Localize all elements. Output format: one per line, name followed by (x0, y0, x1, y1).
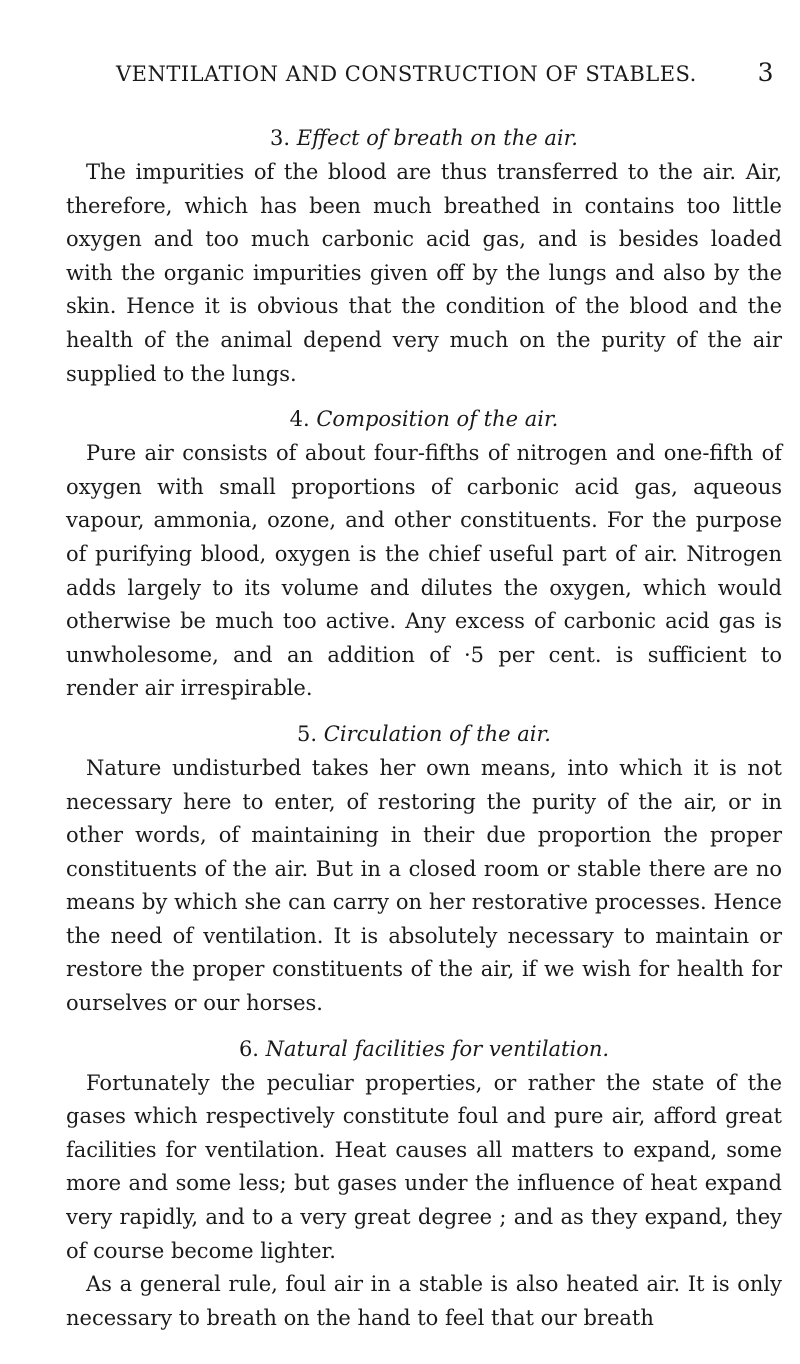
paragraph: Fortunately the peculiar properties, or rather the state of the gases which respectively constitute foul and pure air, afford great facilities for ventilation. Heat causes all matters to expand, some more and some less; but gases under the influence of heat expand very rapidly, and to a very great degree ; and as they expand, they of course become lighter. (66, 1070, 782, 1263)
running-head (116, 58, 774, 96)
paragraph: As a general rule, foul air in a stable is also heated air. It is only necessary to breath on the hand to feel that our breath (66, 1272, 782, 1330)
page-number: 3 (757, 58, 774, 87)
section-title: Natural facilities for ventilation. (265, 1036, 610, 1061)
section-number: 6. (238, 1036, 259, 1061)
section-title: Composition of the air. (316, 407, 559, 432)
paragraph: Nature undisturbed takes her own means, into which it is not necessary here to enter, of restoring the purity of the air, or in other words, of maintaining in their due proportion the proper constituents of the air. But in a closed room or stable there are no means by which she can carry on her restorative processes. Hence the need of ventilation. It is absolutely necessary to maintain or restore the proper constituents of the air, if we wish for health for ourselves or our horses. (66, 755, 782, 1016)
section-number: 4. (289, 407, 310, 432)
section-title: Circulation of the air. (323, 721, 551, 746)
section-number: 5. (297, 721, 318, 746)
body-text (66, 122, 782, 1335)
section-gap (66, 1021, 782, 1033)
section-heading-5 (66, 718, 782, 752)
section-number: 3. (270, 126, 291, 150)
section-heading-3 (66, 122, 782, 156)
section-heading-4 (66, 403, 782, 437)
section-heading-6 (66, 1033, 782, 1067)
paragraph: The impurities of the blood are thus transferred to the air. Air, therefore, which has been much breathed in contains too little oxygen and too much carbonic acid gas, and is besides loaded with the organic impurities given off by the lungs and also by the skin. Hence it is obvious that the condition of the blood and the health of the animal depend very much on the purity of the air supplied to the lungs. (66, 160, 782, 386)
section-title: Effect of breath on the air. (296, 126, 578, 150)
section-gap (66, 706, 782, 718)
paragraph: Pure air consists of about four-fifths of nitrogen and one-fifth of oxygen with small proportions of carbonic acid gas, aqueous vapour, ammonia, ozone, and other constituents. For the purpose of purifying blood, oxygen is the chief useful part of air. Nitrogen adds largely to its volume and dilutes the oxygen, which would otherwise be much too active. Any excess of carbonic acid gas is unwholesome, and an addition of ·5 per cent. is sufficient to render air irrespirable. (66, 441, 782, 701)
section-gap (66, 391, 782, 403)
running-title: VENTILATION AND CONSTRUCTION OF STABLES. (116, 62, 697, 86)
